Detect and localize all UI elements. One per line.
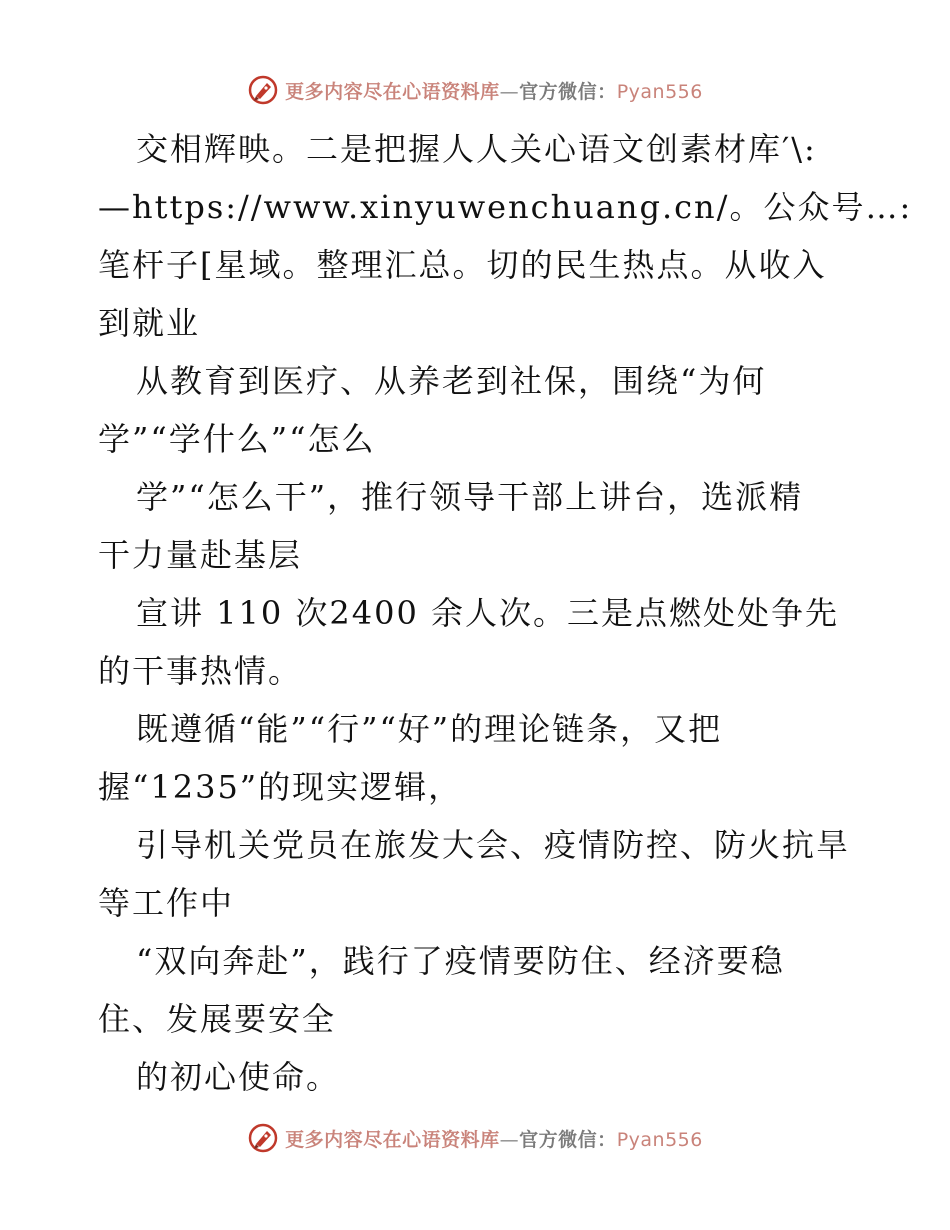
body-line: 宣讲 110 次2400 余人次。三是点燃处处争先 bbox=[136, 594, 840, 632]
body-line: 引导机关党员在旅发大会、疫情防控、防火抗旱 bbox=[136, 826, 851, 864]
body-line: 笔杆子[星域。整理汇总。切的民生热点。从收入 bbox=[98, 246, 827, 284]
banner-text bbox=[285, 1125, 703, 1152]
body-line: 学”“怎么干”，推行领导干部上讲台，选派精 bbox=[136, 478, 804, 516]
banner-content bbox=[247, 74, 703, 106]
body-line: 学”“学什么”“怎么 bbox=[98, 420, 376, 458]
banner-contact-label: 官方微信： bbox=[519, 1128, 617, 1151]
banner-contact-label: 官方微信： bbox=[519, 80, 617, 103]
body-line: —https://www.xinyuwenchuang.cn/。公众号…: bbox=[98, 188, 913, 226]
pen-nib-logo-icon bbox=[247, 74, 279, 106]
footer-watermark-banner bbox=[0, 1118, 950, 1158]
banner-separator: — bbox=[499, 1128, 520, 1151]
body-line: 的初心使命。 bbox=[136, 1058, 341, 1096]
body-line: 从教育到医疗、从养老到社保，围绕“为何 bbox=[136, 362, 767, 400]
body-line: 等工作中 bbox=[98, 884, 235, 922]
banner-contact-id: Pyan556 bbox=[616, 1128, 703, 1151]
body-line: 交相辉映。二是把握人人关心语文创素材库′\: bbox=[136, 130, 817, 168]
banner-contact-id: Pyan556 bbox=[616, 80, 703, 103]
banner-content bbox=[247, 1122, 703, 1154]
body-line: 的干事热情。 bbox=[98, 652, 303, 690]
banner-separator: — bbox=[499, 80, 520, 103]
pen-nib-logo-icon bbox=[247, 1122, 279, 1154]
banner-main-text: 更多内容尽在心语资料库 bbox=[285, 80, 500, 103]
banner-main-text: 更多内容尽在心语资料库 bbox=[285, 1128, 500, 1151]
body-line: 住、发展要安全 bbox=[98, 1000, 337, 1038]
body-line: 到就业 bbox=[98, 304, 201, 342]
banner-text bbox=[285, 77, 703, 104]
header-watermark-banner bbox=[0, 70, 950, 110]
body-line: “双向奔赴”，践行了疫情要防住、经济要稳 bbox=[136, 942, 785, 980]
document-body bbox=[98, 120, 913, 1106]
body-line: 既遵循“能”“行”“好”的理论链条，又把 bbox=[136, 710, 723, 748]
body-line: 握“1235”的现实逻辑， bbox=[98, 768, 463, 806]
body-line: 干力量赴基层 bbox=[98, 536, 303, 574]
